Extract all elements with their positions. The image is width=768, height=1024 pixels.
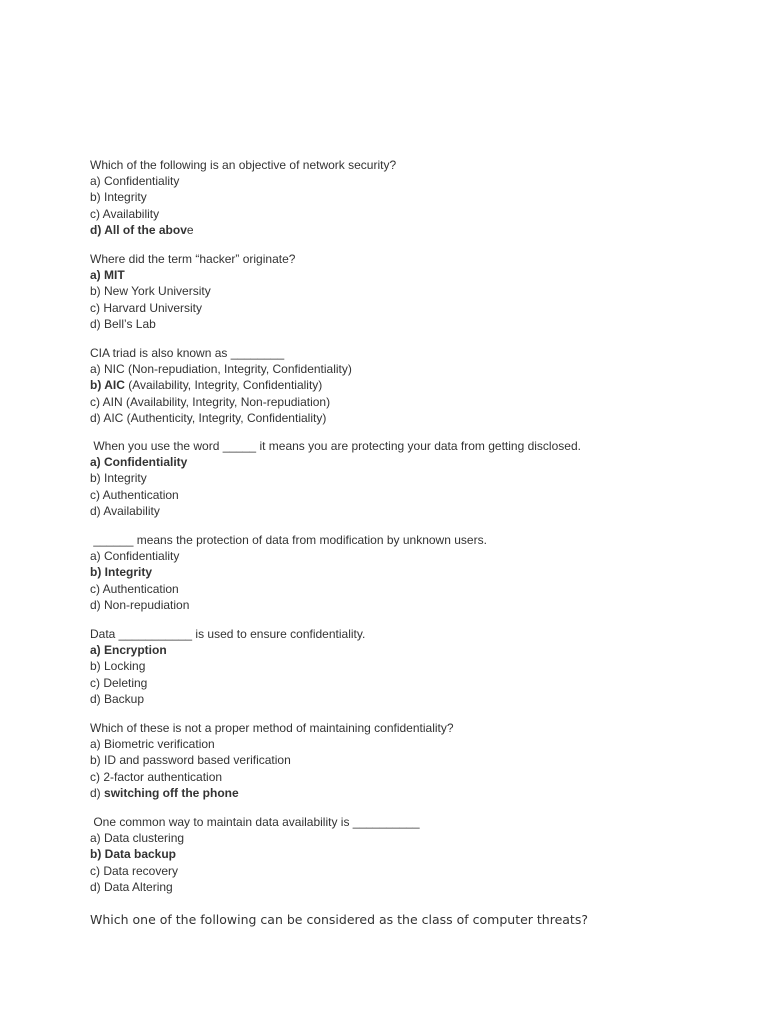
answer-option: b) Locking: [90, 659, 146, 674]
question-block: [90, 345, 352, 426]
answer-option: a) Confidentiality: [90, 549, 180, 564]
answer-option: d) Backup: [90, 691, 145, 706]
question-prompt: Which of the following is an objective of network security?: [90, 158, 397, 172]
final-question-prompt: Which one of the following can be considered as the class of computer threats?: [90, 912, 588, 927]
answer-option: d) Non-repudiation: [90, 597, 190, 612]
answer-option: a) NIC (Non-repudiation, Integrity, Confidentiality): [90, 362, 352, 377]
answer-option: a) Data clustering: [90, 831, 185, 846]
answer-option-correct: a) Confidentiality: [90, 455, 188, 470]
question-prompt: One common way to maintain data availability is __________: [90, 815, 420, 829]
answer-option: b) ID and password based verification: [90, 753, 291, 768]
question-prompt: Data ___________ is used to ensure confidentiality.: [90, 627, 366, 641]
answer-option: c) Deleting: [90, 675, 148, 690]
answer-option: c) Authentication: [90, 487, 179, 502]
question-prompt: Where did the term “hacker” originate?: [90, 252, 296, 266]
answer-option: a) Confidentiality: [90, 174, 180, 189]
question-block: [90, 626, 365, 707]
question-block: [90, 251, 295, 332]
answer-option: c) 2-factor authentication: [90, 769, 223, 784]
answer-option-correct: d) All of the above: [90, 222, 194, 237]
answer-option-correct: b) AIC (Availability, Integrity, Confidentiality): [90, 378, 323, 393]
question-prompt: CIA triad is also known as ________: [90, 346, 285, 360]
answer-option: a) Biometric verification: [90, 737, 215, 752]
answer-option: d) AIC (Authenticity, Integrity, Confidentiality): [90, 410, 327, 425]
answer-option-correct: a) MIT: [90, 268, 125, 283]
question-prompt: Which of these is not a proper method of maintaining confidentiality?: [90, 721, 454, 735]
answer-option-correct: d) switching off the phone: [90, 785, 239, 800]
answer-option: d) Bell’s Lab: [90, 316, 156, 331]
answer-option: b) Integrity: [90, 190, 147, 205]
answer-option: d) Availability: [90, 503, 160, 518]
question-block: [90, 157, 396, 238]
question-block: [90, 720, 454, 801]
answer-option-correct: b) Integrity: [90, 565, 152, 580]
question-block: [90, 814, 420, 895]
answer-option: b) Integrity: [90, 471, 147, 486]
answer-option: c) Harvard University: [90, 300, 203, 315]
question-block: [90, 438, 581, 519]
question-prompt: ______ means the protection of data from modification by unknown users.: [90, 533, 487, 547]
answer-option: c) AIN (Availability, Integrity, Non-repudiation): [90, 394, 331, 409]
answer-option-correct: b) Data backup: [90, 847, 177, 862]
answer-option: c) Authentication: [90, 581, 179, 596]
question-block: [90, 532, 487, 613]
answer-option: c) Availability: [90, 206, 160, 221]
answer-option: d) Data Altering: [90, 879, 173, 894]
answer-option: c) Data recovery: [90, 863, 179, 878]
answer-option: b) New York University: [90, 284, 211, 299]
answer-option-correct: a) Encryption: [90, 643, 167, 658]
question-prompt: When you use the word _____ it means you are protecting your data from getting disclosed.: [90, 439, 581, 453]
